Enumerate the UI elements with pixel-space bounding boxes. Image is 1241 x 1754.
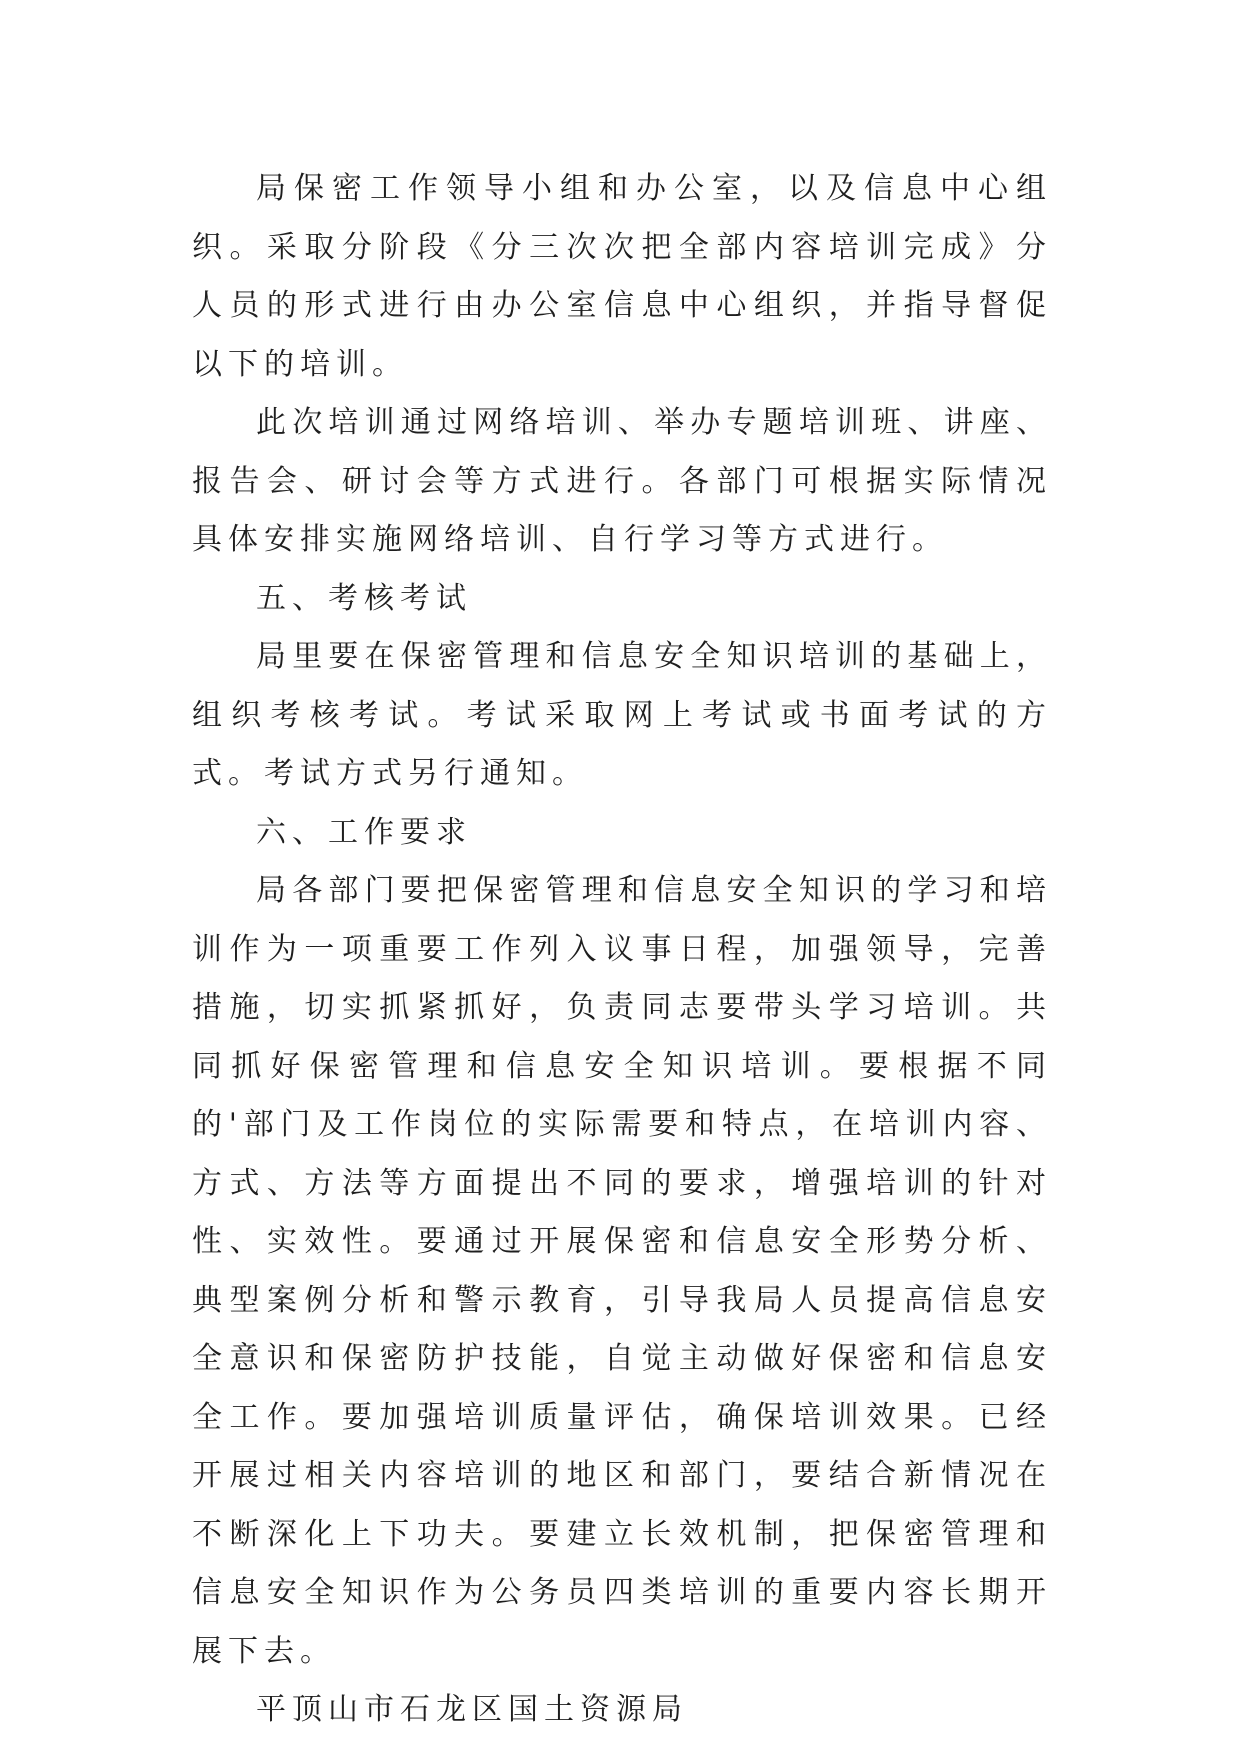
paragraph-requirements: 局各部门要把保密管理和信息安全知识的学习和培训作为一项重要工作列入议事日程，加强领导，完善措施，切实抓紧抓好，负责同志要带头学习培训。共同抓好保密管理和信息安全知识培训。要根据不同的'部门及工作岗位的实际需要和特点，在培训内容、方式、方法等方面提出不同的要求，增强培训的针对性、实效性。要通过开展保密和信息安全形势分析、典型案例分析和警示教育，引导我局人员提高信息安全意识和保密防护技能，自觉主动做好保密和信息安全工作。要加强培训质量评估，确保培训效果。已经开展过相关内容培训的地区和部门，要结合新情况在不断深化上下功夫。要建立长效机制，把保密管理和信息安全知识作为公务员四类培训的重要内容长期开展下去。 [192, 873, 1052, 1669]
paragraph-training-methods: 此次培训通过网络培训、举办专题培训班、讲座、报告会、研讨会等方式进行。各部门可根据实际情况具体安排实施网络培训、自行学习等方式进行。 [192, 405, 1052, 557]
paragraph-training-organization: 局保密工作领导小组和办公室，以及信息中心组织。采取分阶段《分三次次把全部内容培训完成》分人员的形式进行由办公室信息中心组织，并指导督促以下的培训。 [192, 171, 1052, 382]
signature-organization: 平顶山市石龙区国土资源局 [256, 1692, 688, 1727]
paragraph-assessment: 局里要在保密管理和信息安全知识培训的基础上，组织考核考试。考试采取网上考试或书面考试的方式。考试方式另行通知。 [192, 639, 1052, 791]
section-heading-requirements: 六、工作要求 [256, 814, 472, 850]
section-heading-assessment: 五、考核考试 [256, 580, 472, 616]
document-body [192, 160, 1052, 1740]
